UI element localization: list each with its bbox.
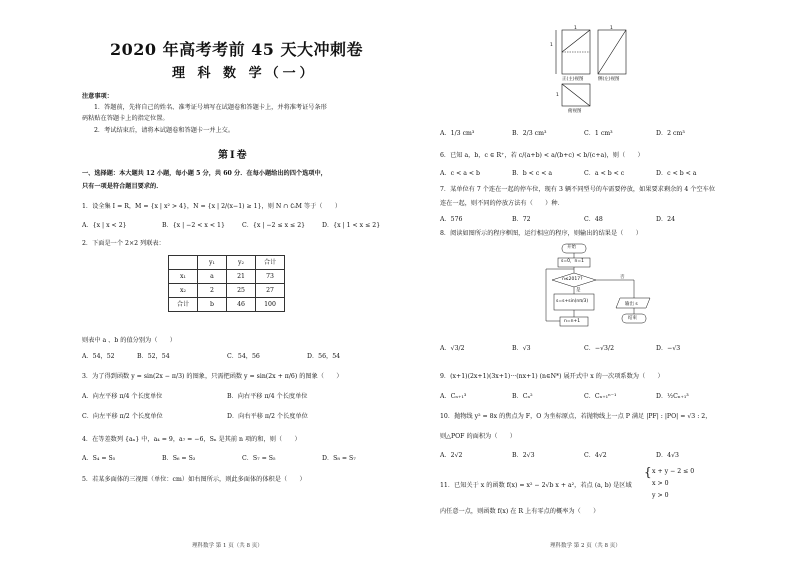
q2-after: 则表中 a 、b 的值分别为（ ） <box>82 337 176 344</box>
q3-option-b: B．向右平移 π/4 个长度单位 <box>227 393 308 400</box>
q9-option-c: C．Cₙ₊₁ⁿ⁻¹ <box>584 393 617 400</box>
notes-item-1b: 码粘贴在答题卡上的指定位置。 <box>82 115 169 122</box>
top-view-edge <box>562 84 590 106</box>
table-cell: 合计 <box>169 298 198 312</box>
q5-option-a: A．1/3 cm³ <box>440 130 475 137</box>
q5-stem: 5．若某多面体的三视图（单位：cm）如右图所示，则此多面体的体积是（ ） <box>82 476 306 483</box>
table-row <box>169 298 285 312</box>
q6-option-a: A．c < a < b <box>440 170 481 177</box>
table-cell: b <box>198 298 227 312</box>
q11-sys-1: x + y − 2 ≤ 0 <box>652 468 695 475</box>
part-heading: 第Ⅰ卷 <box>218 150 249 161</box>
q1-stem: 1．设全集 I = R，M = {x | x² > 4}，N = {x | 2/(x−1) ≥ 1}，则 N ∩ ∁ᵢM 等于（ ） <box>82 203 342 210</box>
table-cell: y₂ <box>227 256 256 270</box>
section-intro-2: 只有一项是符合题目要求的． <box>82 183 163 190</box>
q8-option-a: A．√3/2 <box>440 345 465 352</box>
table-cell: 21 <box>227 270 256 284</box>
flow-yes-label: 是 <box>576 288 581 293</box>
dim-label-height: 1 <box>550 43 553 48</box>
q9-stem: 9．(x+1)(2x+1)(3x+1)···(nx+1) (n∈N*) 展开式中 x 的一次项系数为（ ） <box>440 373 664 380</box>
flow-init-label: s=0，n=1 <box>561 259 584 264</box>
flow-cond-label: n≤2017? <box>562 277 583 282</box>
q10-option-b: B．2√3 <box>512 452 535 459</box>
q7-option-d: D．24 <box>656 216 676 223</box>
contingency-table <box>168 255 285 312</box>
q11-stem-2: 内任意一点，则函数 f(x) 在 R 上有零点的概率为（ ） <box>440 508 600 515</box>
q2-option-d: D．56，54 <box>307 353 341 360</box>
side-view-edge <box>598 30 626 74</box>
q3-option-d: D．向右平移 π/2 个长度单位 <box>227 413 308 420</box>
q9-option-d: D．½Cₙ₊₁³ <box>656 393 689 400</box>
q7-stem-1: 7．某单位有 7 个连在一起的停车位，现有 3 辆不同型号的车需要停放，如果要求剩余的 4 个空车位 <box>440 186 716 193</box>
q5-option-c: C．1 cm³ <box>584 130 613 137</box>
q1-option-b: B．{x | −2 < x < 1} <box>162 222 225 229</box>
flow-out-label: 输出 s <box>625 302 638 307</box>
q11-sys-3: y > 0 <box>652 492 669 499</box>
q8-stem: 8．阅读如图所示的程序框图，运行相应的程序，则输出的结果是（ ） <box>440 230 642 237</box>
notes-item-2: 2．考试结束后，请将本试题卷和答题卡一并上交。 <box>94 127 235 134</box>
q8-option-b: B．√3 <box>512 345 531 352</box>
flow-inc-label: n=n+1 <box>564 319 581 324</box>
right-column <box>440 0 770 562</box>
flow-no-label: 否 <box>620 275 625 280</box>
page-footer-left: 理科数学 第 1 页（共 8 页） <box>192 543 263 549</box>
dim-label-side-width: 1 <box>610 26 613 31</box>
q5-option-b: B．2/3 cm³ <box>512 130 547 137</box>
q11-brace: { <box>644 465 652 479</box>
flow-body-label: s=s+sin(nπ/3) <box>556 299 589 304</box>
q1-option-a: A．{x | x < 2} <box>82 222 127 229</box>
dim-label-top: 1 <box>556 93 559 98</box>
q6-stem: 6．已知 a，b，c ∈ R⁺，若 c/(a+b) < a/(b+c) < b/(c+a)，则（ ） <box>440 152 644 159</box>
q7-option-b: B．72 <box>512 216 531 223</box>
table-cell: 100 <box>256 298 285 312</box>
table-cell: y₁ <box>198 256 227 270</box>
q6-option-d: D．c < b < a <box>656 170 697 177</box>
section-intro-1: 一、选择题：本大题共 12 小题，每小题 5 分，共 60 分．在每小题给出的四个选项中， <box>82 170 327 177</box>
side-view-label: 侧(左)视图 <box>598 77 620 82</box>
q10-option-c: C．4√2 <box>584 452 607 459</box>
q5-option-d: D．2 cm³ <box>656 130 685 137</box>
table-row <box>169 270 285 284</box>
notes-item-1a: 1．答题前，先将自己的姓名、准考证号填写在试题卷和答题卡上，并将准考证号条形 <box>94 104 327 111</box>
q2-option-c: C．54，56 <box>227 353 260 360</box>
table-cell: 合计 <box>256 256 285 270</box>
q2-stem: 2．下面是一个 2×2 列联表： <box>82 240 165 247</box>
q3-option-a: A．向左平移 π/4 个长度单位 <box>82 393 163 400</box>
q1-option-d: D．{x | 1 < x ≤ 2} <box>322 222 381 229</box>
q4-option-d: D．S₈ = S₇ <box>322 455 356 462</box>
flow-start-label: 开始 <box>567 245 576 250</box>
front-view-label: 正(主)视图 <box>562 77 584 82</box>
table-cell: x₂ <box>169 284 198 298</box>
q4-option-c: C．S₇ = S₅ <box>242 455 276 462</box>
exam-subtitle: 理 科 数 学（一） <box>172 66 317 81</box>
table-row <box>169 284 285 298</box>
dim-label-front-width: 1 <box>574 26 577 31</box>
table-cell <box>169 256 198 270</box>
table-cell: 46 <box>227 298 256 312</box>
table-cell: 73 <box>256 270 285 284</box>
table-cell: x₁ <box>169 270 198 284</box>
q4-option-b: B．S₆ = S₃ <box>162 455 196 462</box>
front-view-edge <box>562 30 590 52</box>
notes-heading: 注意事项： <box>82 93 113 100</box>
q7-stem-2: 连在一起，则不同的停放方法有（ ）种． <box>440 200 564 207</box>
q11-stem-1: 11．已知关于 x 的函数 f(x) = x² − 2√b x + a²，若点 (a, b) 是区域 <box>440 482 632 489</box>
table-cell: 2 <box>198 284 227 298</box>
q8-option-d: D．−√3 <box>656 345 681 352</box>
q2-option-b: B．52，54 <box>137 353 170 360</box>
q3-stem: 3．为了得到函数 y = sin(2x − π/3) 的图象，只需把函数 y = sin(2x + π/6) 的图象（ ） <box>82 373 343 380</box>
flow-end-label: 结束 <box>628 316 637 321</box>
q4-option-a: A．S₄ = S₅ <box>82 455 116 462</box>
left-column <box>82 0 422 562</box>
q9-option-b: B．Cₙ² <box>512 393 533 400</box>
page-footer-right: 理科数学 第 2 页（共 8 页） <box>550 543 621 549</box>
q7-option-c: C．48 <box>584 216 603 223</box>
top-view-label: 俯视图 <box>568 109 582 114</box>
q2-option-a: A．54，52 <box>82 353 115 360</box>
q8-option-c: C．−√3/2 <box>584 345 615 352</box>
q9-option-a: A．Cₙ₊₁³ <box>440 393 467 400</box>
q10-option-d: D．4√3 <box>656 452 679 459</box>
q10-stem-2: 则△POF 的面积为（ ） <box>440 433 516 440</box>
q10-option-a: A．2√2 <box>440 452 463 459</box>
q11-sys-2: x > 0 <box>652 480 669 487</box>
q1-option-c: C．{x | −2 ≤ x ≤ 2} <box>242 222 306 229</box>
q10-stem-1: 10．抛物线 y² = 8x 的焦点为 F，O 为坐标原点，若抛物线上一点 P 满足 |PF| : |PO| = √3 : 2， <box>440 413 712 420</box>
q6-option-b: B．b < c < a <box>512 170 553 177</box>
q7-option-a: A．576 <box>440 216 463 223</box>
q3-option-c: C．向左平移 π/2 个长度单位 <box>82 413 163 420</box>
q6-option-c: C．a < b < c <box>584 170 625 177</box>
exam-title: 2020 年高考考前 45 天大冲刺卷 <box>110 40 364 59</box>
q4-stem: 4．在等差数列 {aₙ} 中，a₄ = 9，a₇ = −6，Sₙ 是其前 n 项的和，则（ ） <box>82 436 301 443</box>
table-header-row <box>169 256 285 270</box>
flowchart <box>540 242 660 334</box>
table-cell: 25 <box>227 284 256 298</box>
table-cell: a <box>198 270 227 284</box>
table-cell: 27 <box>256 284 285 298</box>
